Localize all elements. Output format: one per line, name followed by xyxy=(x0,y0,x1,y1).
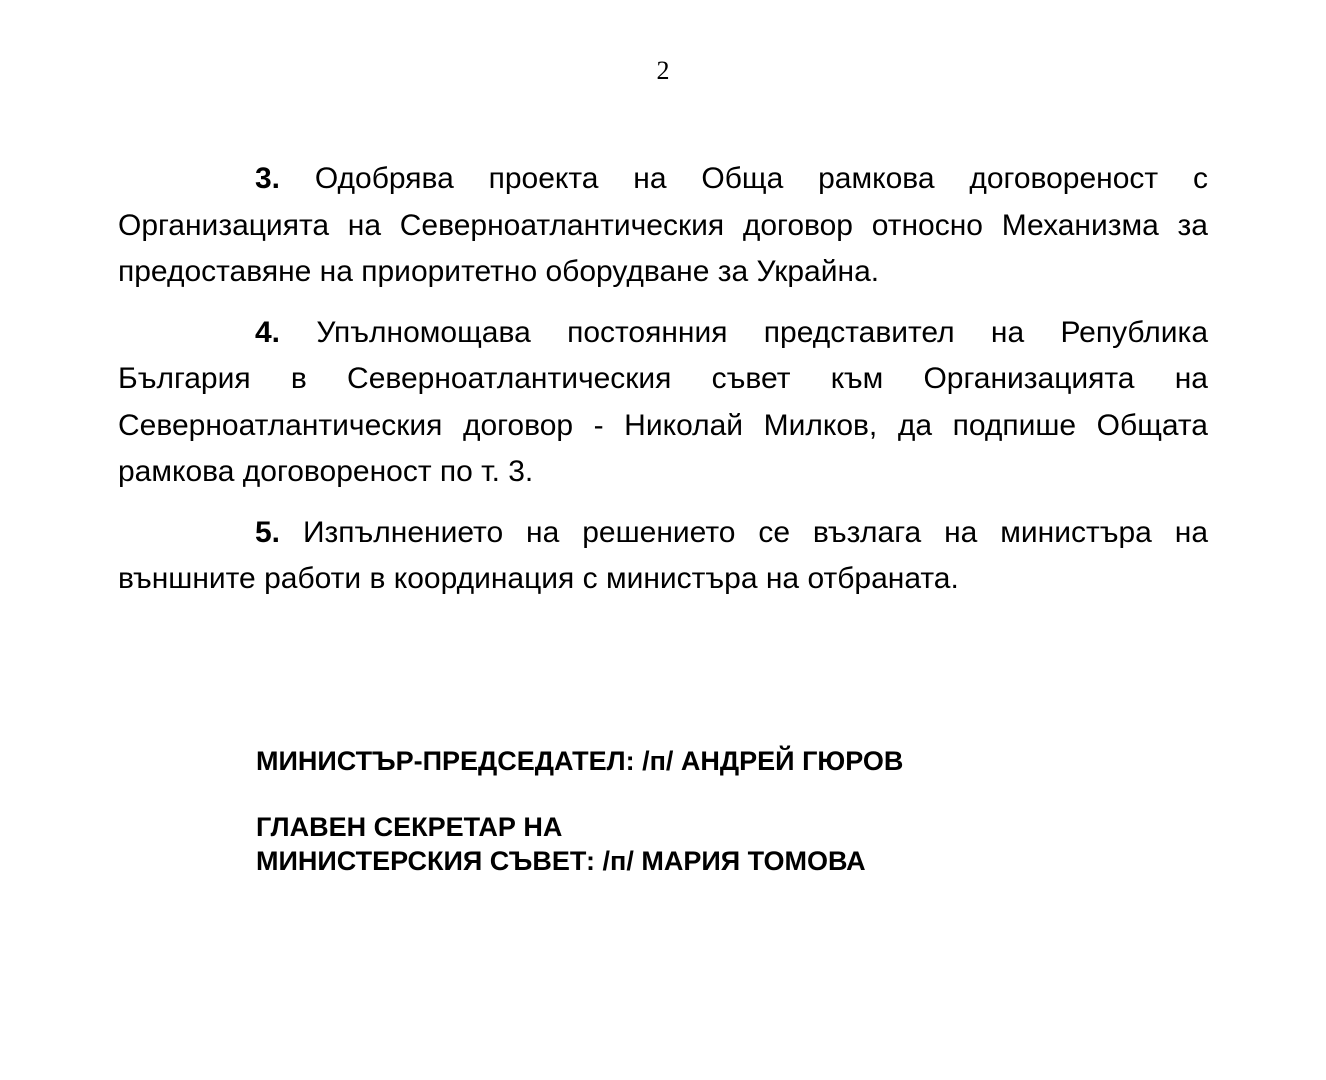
chief-secretary-name-line: МИНИСТЕРСКИЯ СЪВЕТ: /п/ МАРИЯ ТОМОВА xyxy=(256,846,866,876)
prime-minister-signature xyxy=(256,744,903,778)
prime-minister-line: МИНИСТЪР-ПРЕДСЕДАТЕЛ: /п/ АНДРЕЙ ГЮРОВ xyxy=(256,746,904,776)
chief-secretary-title-line: ГЛАВЕН СЕКРЕТАР НА xyxy=(256,812,563,842)
paragraph-number: 4. xyxy=(255,315,281,349)
paragraph-text: Изпълнението на решението се възлага на министъра на външните работи в координация с министъра на отбраната. xyxy=(118,515,1208,595)
paragraph-text: Упълномощава постоянния представител на Република България в Северноатлантическия съвет към Организацията на Северноатлантическия договор - Николай Милков, да подпише Общата рамкова договореност по т. 3. xyxy=(118,315,1208,488)
paragraph-number: 3. xyxy=(255,162,281,195)
page-number: 2 xyxy=(656,56,670,85)
paragraph-text: Одобрява проекта на Обща рамкова договореност с Организацията на Северноатлантическия договор относно Механизма за предоставяне на приоритетно оборудване за Украйна. xyxy=(118,162,1208,288)
decision-body xyxy=(118,156,1208,617)
chief-secretary-signature xyxy=(256,810,903,878)
paragraph-5 xyxy=(118,510,1208,603)
paragraph-number: 5. xyxy=(255,515,281,549)
paragraph-4 xyxy=(118,310,1208,496)
signature-section xyxy=(256,744,903,878)
paragraph-3 xyxy=(118,156,1208,296)
